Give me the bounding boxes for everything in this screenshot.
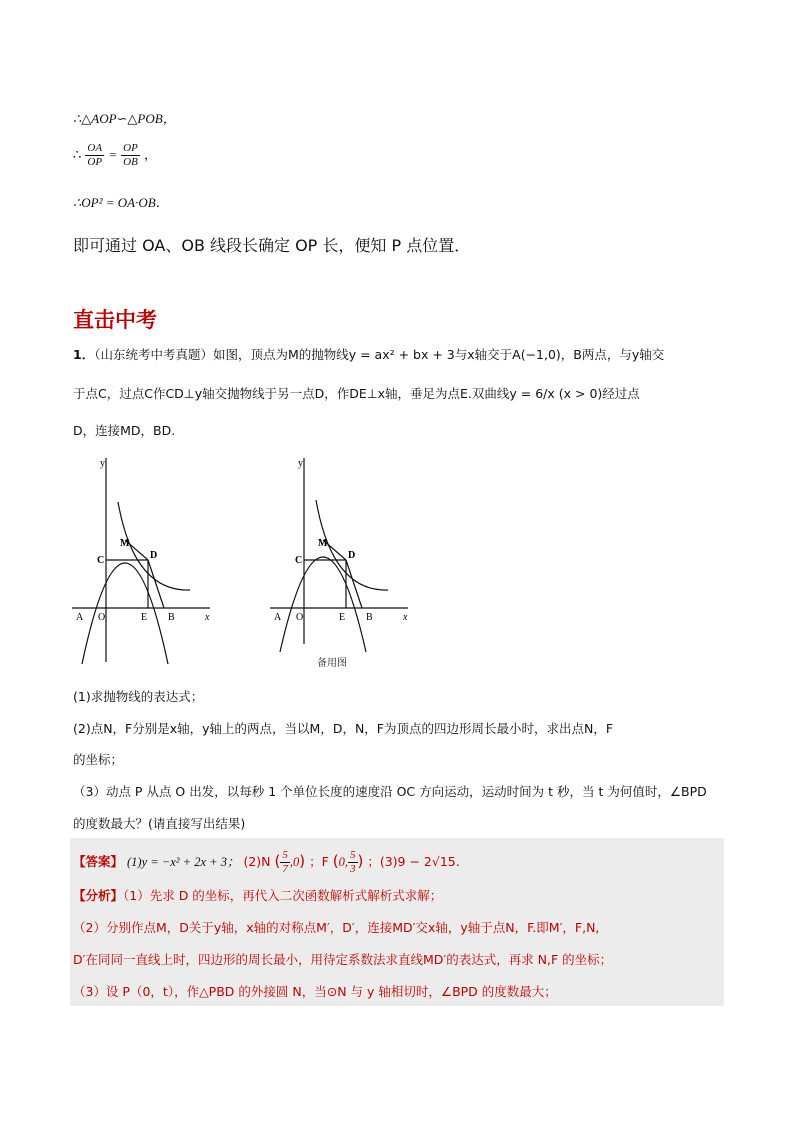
label-b: B <box>366 612 373 623</box>
problem-line-1: 1．（山东统考中考真题）如图，顶点为M的抛物线y = ax² + bx + 3与x轴交于A(−1,0)，B两点，与y轴交 <box>73 347 665 362</box>
question-3-line-1: （3）动点 P 从点 O 出发，以每秒 1 个单位长度的速度沿 OC 方向运动，运动时间为 t 秒，当 t 为何值时，∠BPD <box>73 784 707 799</box>
answer-line: 【答案】 (1)y = −x² + 2x + 3； (2)N ( $\frac{5}{7}$ ,0) ；F (0, $\frac{5}{3}$ ) ；(3)9 − 2√15. <box>73 849 460 875</box>
question-2-line-2: 的坐标； <box>73 752 124 767</box>
section-title: 直击中考 <box>73 308 157 332</box>
label-x: x <box>205 612 210 623</box>
question-2-line-1: (2)点N，F分别是x轴，y轴上的两点，当以M，D，N，F为顶点的四边形周长最小时，求出点N，F <box>73 721 614 736</box>
label-e: E <box>141 612 148 623</box>
label-o: O <box>98 612 106 623</box>
problem-line-2: 于点C，过点C作CD⊥y轴交抛物线于另一点D，作DE⊥x轴，垂足为点E.双曲线y = 6/x (x > 0)经过点 <box>73 386 640 401</box>
label-d: D <box>348 550 356 561</box>
label-x: x <box>403 612 408 623</box>
figure-parabola-2 <box>268 452 418 652</box>
proof-conclusion: 即可通过 OA、OB 线段长确定 OP 长，便知 P 点位置． <box>73 236 471 255</box>
label-b: B <box>168 612 175 623</box>
proof-line-3: ∴OP² = OA·OB． <box>73 195 169 210</box>
analysis-line-3: D′在同同一直线上时，四边形的周长最小，用待定系数法求直线MD′的表达式，再求 N,F 的坐标； <box>73 952 613 967</box>
label-c: C <box>97 555 105 566</box>
label-m: M <box>318 538 328 549</box>
figure-caption: 备用图 <box>317 658 347 669</box>
analysis-line-2: （2）分别作点M，D关于y轴，x轴的对称点M′，D′，连接MD′交x轴，y轴于点N，F.即M′，F,N, <box>73 920 600 935</box>
label-a: A <box>76 612 84 623</box>
question-3-line-2: 的度数最大？(请直接写出结果) <box>73 816 246 831</box>
proof-line-1: ∴△AOP∽△POB， <box>73 111 176 126</box>
label-a: A <box>274 612 282 623</box>
question-1: (1)求抛物线的表达式； <box>73 689 204 704</box>
label-d: D <box>150 550 158 561</box>
label-y: y <box>100 458 105 469</box>
label-m: M <box>120 538 130 549</box>
label-y: y <box>298 458 303 469</box>
proof-line-2: ∴ $\frac{OA}{OP}$ = $\frac{OP}{OB}$ ， <box>73 142 157 168</box>
problem-line-3: D，连接MD，BD. <box>73 423 176 438</box>
analysis-line-4: （3）设 P（0，t），作△PBD 的外接圆 N，当⊙N 与 y 轴相切时，∠BPD 的度数最大； <box>73 984 557 999</box>
label-c: C <box>295 555 303 566</box>
label-o: O <box>296 612 304 623</box>
analysis-line-1: 【分析】（1）先求 D 的坐标，再代入二次函数解析式解析式求解； <box>73 888 443 903</box>
label-e: E <box>339 612 346 623</box>
figure-parabola-1 <box>70 452 220 664</box>
